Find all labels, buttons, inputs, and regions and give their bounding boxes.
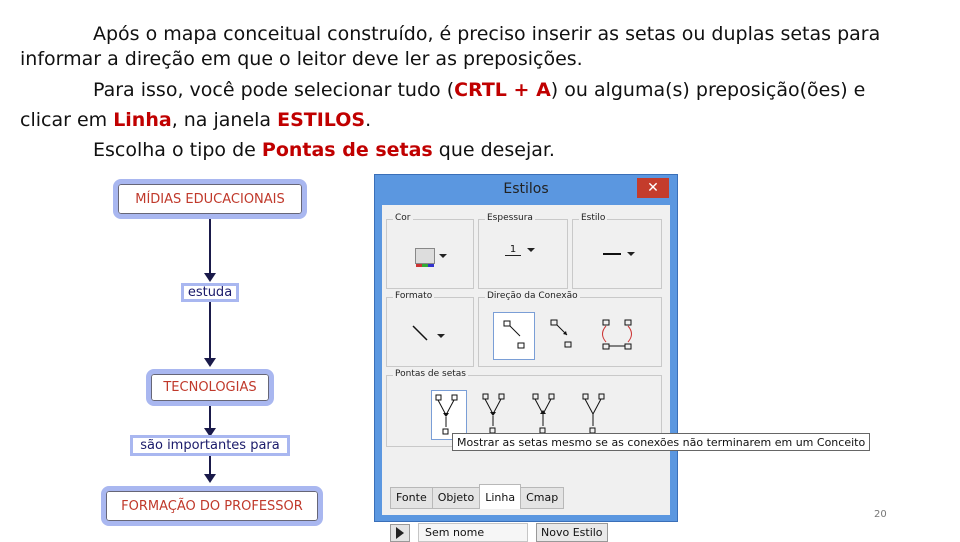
group-formato [386,291,474,367]
text-run: clicar em [20,109,114,131]
highlight-linha: Linha [113,109,172,131]
paragraph-2-line-1 [93,78,865,103]
window-body [382,205,670,539]
solid-line-icon [603,253,621,255]
highlight-pontas: Pontas de setas [261,139,433,161]
tab-fonte[interactable]: Fonte [390,487,433,509]
tab-linha[interactable]: Linha [479,484,521,509]
style-name-field[interactable]: Sem nome [418,523,528,542]
arrow-split-icon[interactable] [479,390,513,438]
group-label: Espessura [487,213,533,223]
group-label: Pontas de setas [395,369,466,379]
text-run: Escolha o tipo de [93,139,262,161]
text-run: que desejar. [432,139,555,161]
group-estilo [572,213,662,289]
estilos-window [374,174,678,539]
arrow-down-icon [204,273,216,282]
connector-line [209,302,211,362]
color-swatch-icon [415,248,435,264]
tooltip: Mostrar as setas mesmo se as conexões não terminarem em um Conceito [452,433,870,451]
line-shape-icon[interactable] [411,322,451,352]
arrow-converge-icon[interactable] [529,390,563,438]
arrow-merge-icon [432,391,466,439]
direction-double-icon[interactable] [595,312,641,358]
text-run: , na janela [171,109,278,131]
arrow-down-icon [204,474,216,483]
chevron-down-icon [627,252,635,256]
text-run: ) ou alguma(s) preposição(ões) e [550,79,866,101]
play-button[interactable] [390,524,410,542]
group-label: Direção da Conexão [487,291,578,301]
color-picker[interactable] [415,248,447,264]
thickness-value: 1 [505,244,521,256]
page-number: 20 [874,509,887,520]
concept-node-tecnologias[interactable]: TECNOLOGIAS [146,369,274,406]
arrow-plain-icon[interactable] [579,390,613,438]
paragraph-2-line-2 [20,108,371,133]
paragraph-3 [93,138,555,163]
paragraph-1-line-1: Após o mapa conceitual construído, é preciso inserir as setas ou duplas setas para [93,23,881,45]
group-label: Estilo [581,213,606,223]
direction-option-1[interactable] [493,312,535,360]
chevron-down-icon [527,248,535,252]
connector-line [209,219,211,278]
group-direcao [478,291,662,367]
text-run: Para isso, você pode selecionar tudo ( [93,79,455,101]
link-label-sao-importantes[interactable]: são importantes para [130,435,290,456]
link-label-estuda[interactable]: estuda [181,283,239,302]
group-cor [386,213,474,289]
thickness-picker[interactable] [505,244,535,256]
direction-forward-icon[interactable] [541,312,581,358]
shortcut-text: CRTL + A [454,79,551,101]
group-label: Formato [395,291,433,301]
concept-node-midias[interactable]: MÍDIAS EDUCACIONAIS [113,179,307,219]
chevron-down-icon [439,254,447,258]
window-title: Estilos [503,181,549,197]
text-run: . [365,109,372,131]
tab-objeto[interactable]: Objeto [432,487,481,509]
group-espessura [478,213,568,289]
new-style-button[interactable]: Novo Estilo [536,523,608,542]
play-icon [396,527,404,539]
direction-none-icon [494,313,534,359]
tab-bar [390,487,563,509]
concept-node-formacao[interactable]: FORMAÇÃO DO PROFESSOR [101,486,323,526]
highlight-estilos: ESTILOS [277,109,366,131]
group-label: Cor [395,213,411,223]
paragraph-1-line-2: informar a direção em que o leitor deve ler as preposições. [20,48,583,70]
arrow-down-icon [204,358,216,367]
line-style-picker[interactable] [603,252,635,256]
style-name-row [390,523,608,542]
close-button[interactable]: ✕ [637,178,669,198]
tab-cmap[interactable]: Cmap [520,487,564,509]
